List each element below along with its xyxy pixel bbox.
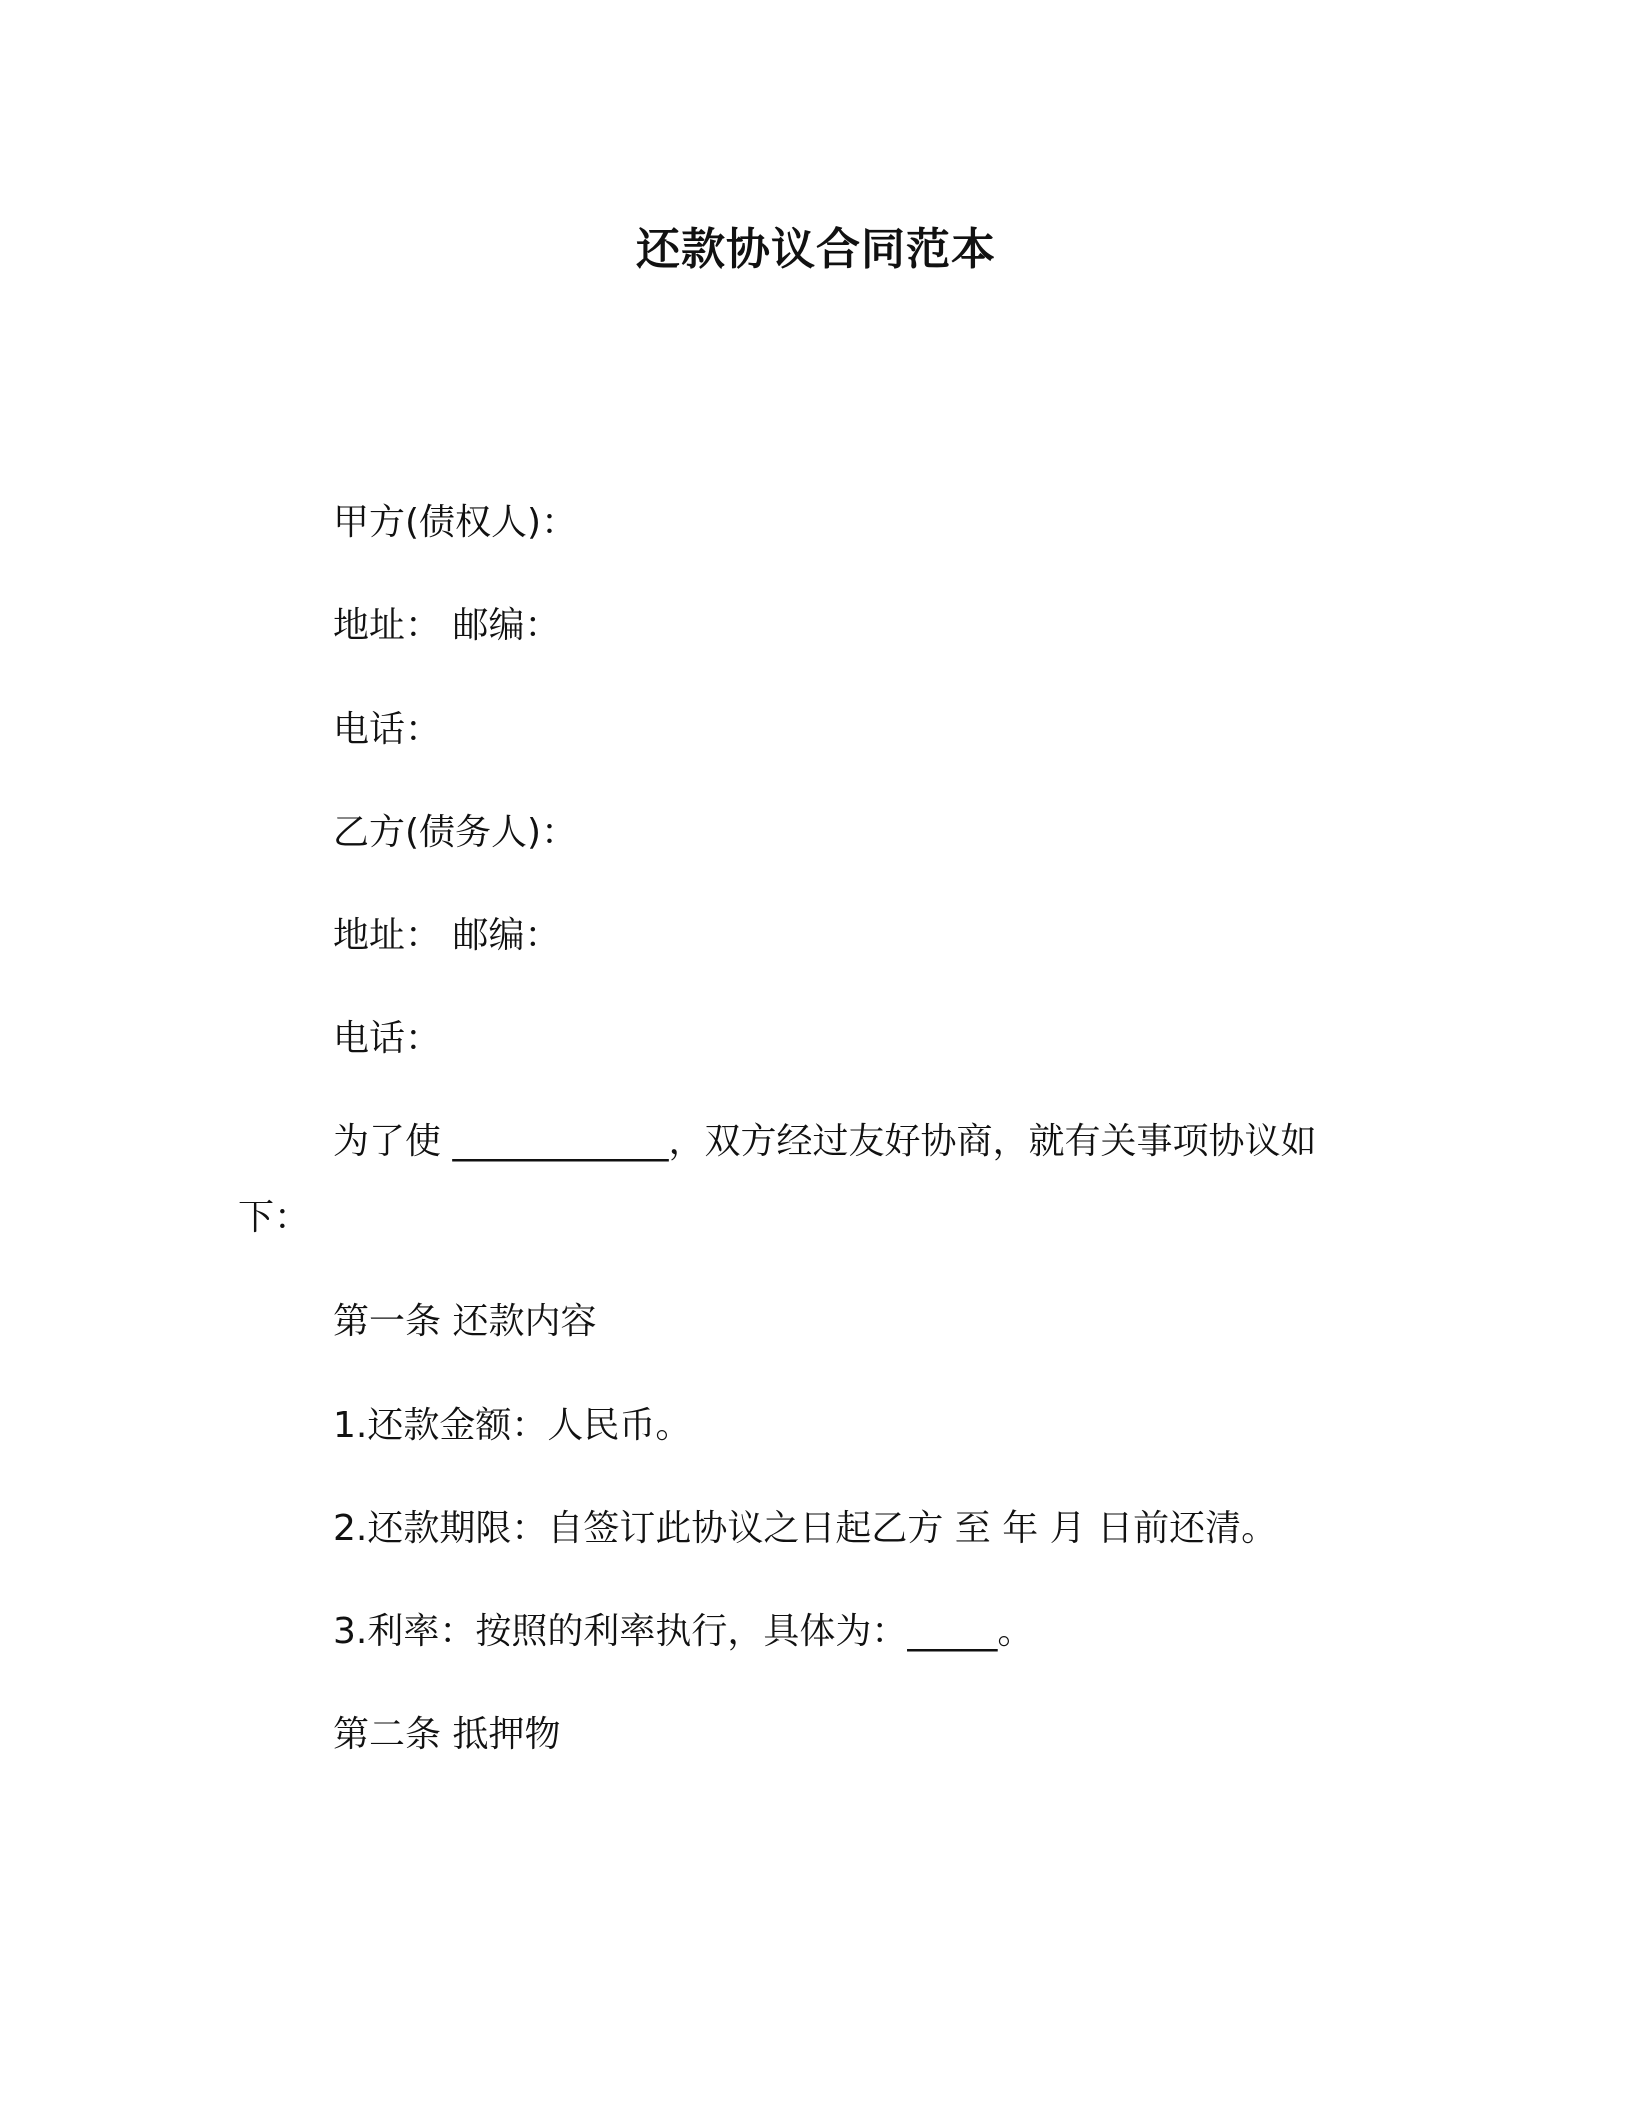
party-b-address: 地址： 邮编：: [333, 915, 561, 956]
party-a-phone: 电话：: [333, 709, 442, 750]
party-a-address: 地址： 邮编：: [333, 605, 561, 646]
intro-line-1: 为了使 ____________，双方经过友好协商，就有关事项协议如: [333, 1121, 1317, 1162]
document-title: 还款协议合同范本: [636, 224, 996, 275]
party-b-phone: 电话：: [333, 1018, 442, 1059]
article-1-heading: 第一条 还款内容: [333, 1301, 597, 1342]
party-a-label: 甲方(债权人)：: [333, 502, 578, 543]
party-b-label: 乙方(债务人)：: [333, 812, 578, 853]
intro-line-2: 下：: [238, 1197, 311, 1238]
article-1-item-2: 2.还款期限：自签订此协议之日起乙方 至 年 月 日前还清。: [333, 1508, 1278, 1549]
article-1-item-1: 1.还款金额：人民币。: [333, 1405, 692, 1446]
article-2-heading: 第二条 抵押物: [333, 1714, 561, 1755]
article-1-item-3: 3.利率：按照的利率执行，具体为：_____。: [333, 1611, 1034, 1652]
